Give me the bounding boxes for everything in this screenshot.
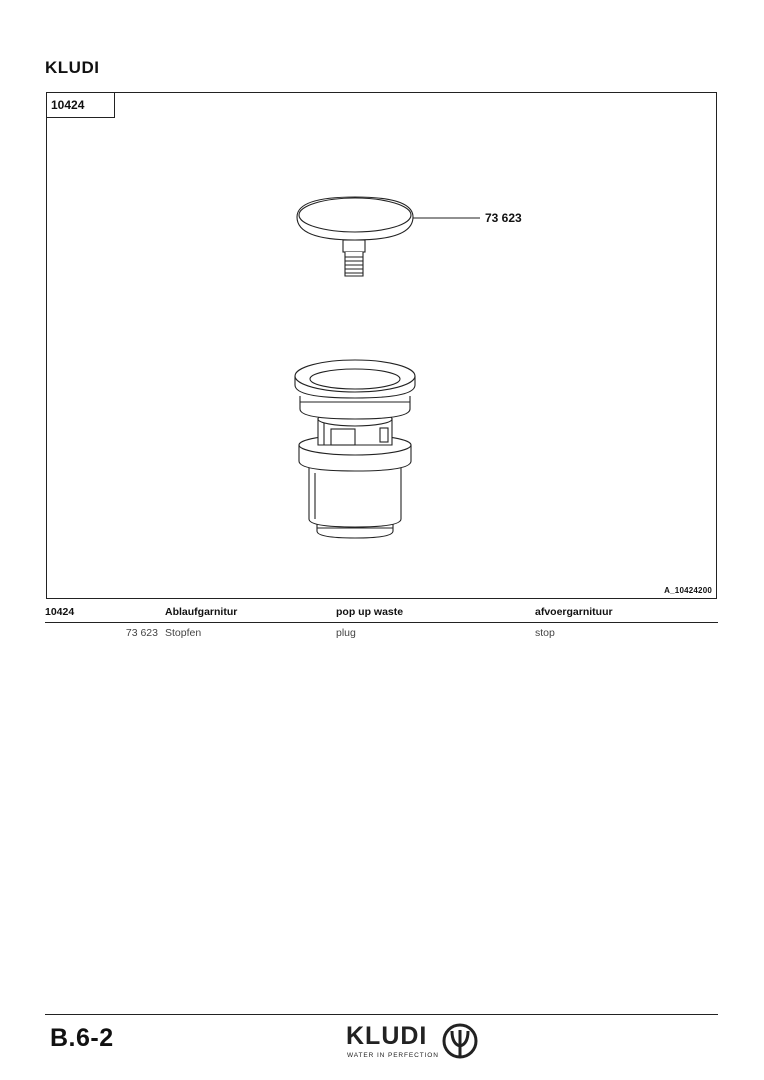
logo-tagline: WATER IN PERFECTION [347,1052,439,1059]
header-dutch: afvoergarnituur [535,606,613,618]
drawing-frame [46,92,717,599]
article-number-label: 10424 [46,92,115,118]
callout-part-number: 73 623 [485,211,522,225]
table-row [45,623,718,643]
part-name-english: plug [336,627,356,639]
kludi-logo-icon [441,1022,481,1060]
waste-body-illustration [295,360,415,538]
page-number: B.6-2 [50,1024,114,1052]
part-name-german: Stopfen [165,627,202,639]
header-german: Ablaufgarnitur [165,606,238,618]
footer-divider [45,1014,718,1015]
exploded-view-drawing [47,93,716,598]
part-name-dutch: stop [535,627,555,639]
header-english: pop up waste [336,606,404,618]
brand-header: KLUDI [45,58,100,77]
part-number: 73 623 [125,627,158,639]
plug-illustration [297,197,480,276]
header-article: 10424 [45,606,75,618]
parts-table [45,602,718,643]
table-header-row [45,602,718,623]
footer-logo [346,1022,486,1062]
drawing-reference: A_10424200 [664,586,712,595]
logo-wordmark: KLUDI [346,1022,428,1050]
